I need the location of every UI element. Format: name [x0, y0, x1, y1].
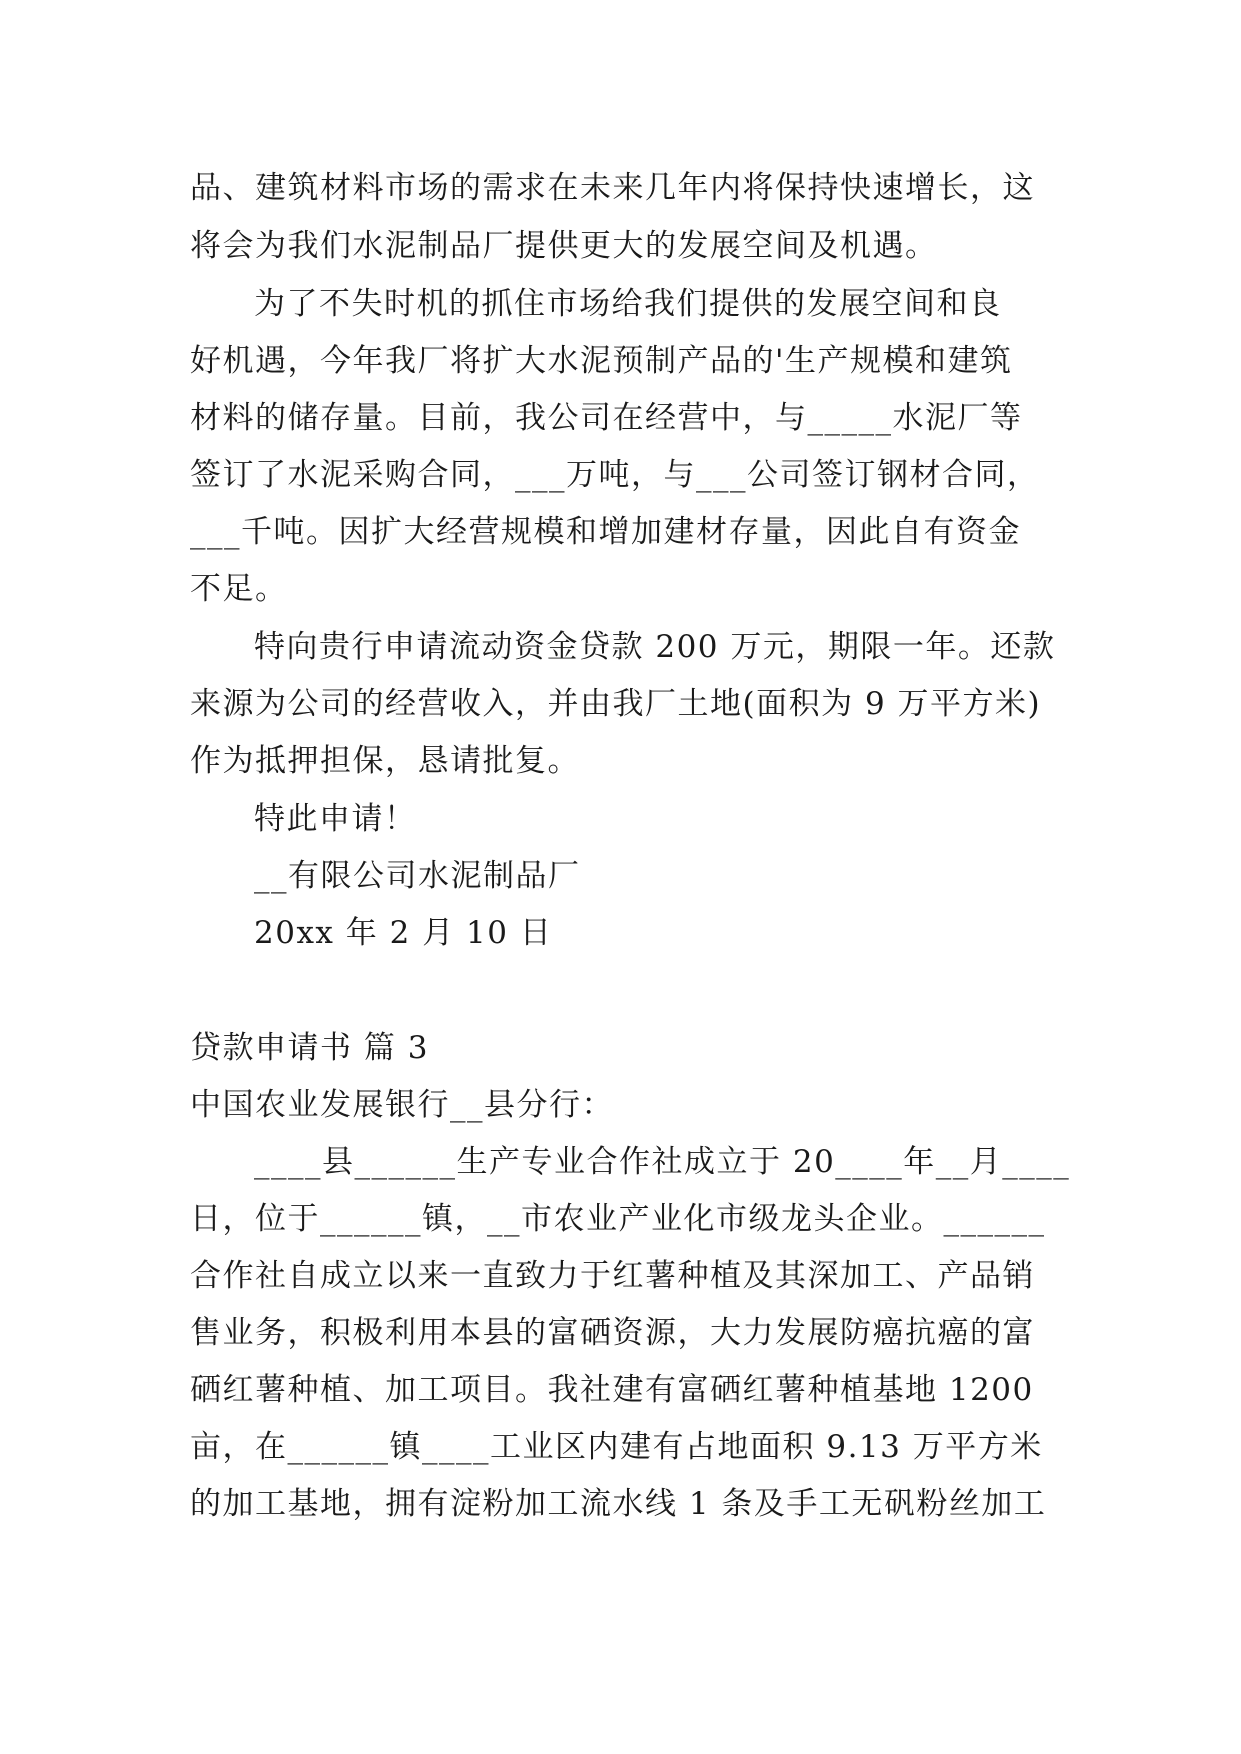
- signature-company: __有限公司水泥制品厂: [254, 858, 581, 894]
- signature-date: 20xx 年 2 月 10 日: [254, 915, 553, 951]
- paragraph-line: 的加工基地，拥有淀粉加工流水线 1 条及手工无矾粉丝加工: [190, 1486, 1047, 1522]
- paragraph-line: 材料的储存量。目前，我公司在经营中，与_____水泥厂等: [190, 400, 1023, 436]
- paragraph-line: 好机遇，今年我厂将扩大水泥预制产品的'生产规模和建筑: [190, 343, 1013, 379]
- paragraph-line: 来源为公司的经营收入，并由我厂土地(面积为 9 万平方米): [190, 686, 1042, 722]
- paragraph-line: 将会为我们水泥制品厂提供更大的发展空间及机遇。: [190, 228, 938, 264]
- paragraph-line: 特向贵行申请流动资金贷款 200 万元，期限一年。还款: [254, 629, 1056, 665]
- paragraph-line: 硒红薯种植、加工项目。我社建有富硒红薯种植基地 1200: [190, 1372, 1034, 1408]
- paragraph-line: 售业务，积极利用本县的富硒资源，大力发展防癌抗癌的富: [190, 1315, 1035, 1351]
- paragraph-line: 作为抵押担保，恳请批复。: [190, 743, 580, 779]
- paragraph-line: 亩，在______镇____工业区内建有占地面积 9.13 万平方米: [190, 1429, 1043, 1465]
- paragraph-line: 不足。: [190, 571, 288, 607]
- paragraph-line: ____县______生产专业合作社成立于 20____年__月____: [254, 1144, 1071, 1180]
- paragraph-line: 签订了水泥采购合同，___万吨，与___公司签订钢材合同，: [190, 457, 1040, 493]
- paragraph-line: 日，位于______镇，__市农业产业化市级龙头企业。______: [190, 1201, 1046, 1237]
- paragraph-line: 品、建筑材料市场的需求在未来几年内将保持快速增长，这: [190, 170, 1035, 206]
- paragraph-line: 合作社自成立以来一直致力于红薯种植及其深加工、产品销: [190, 1258, 1035, 1294]
- closing-line: 特此申请！: [254, 801, 417, 837]
- paragraph-line: 为了不失时机的抓住市场给我们提供的发展空间和良: [254, 286, 1002, 322]
- salutation: 中国农业发展银行__县分行：: [190, 1087, 614, 1123]
- paragraph-line: ___千吨。因扩大经营规模和增加建材存量，因此自有资金: [190, 514, 1021, 550]
- section-heading: 贷款申请书 篇 3: [190, 1030, 429, 1066]
